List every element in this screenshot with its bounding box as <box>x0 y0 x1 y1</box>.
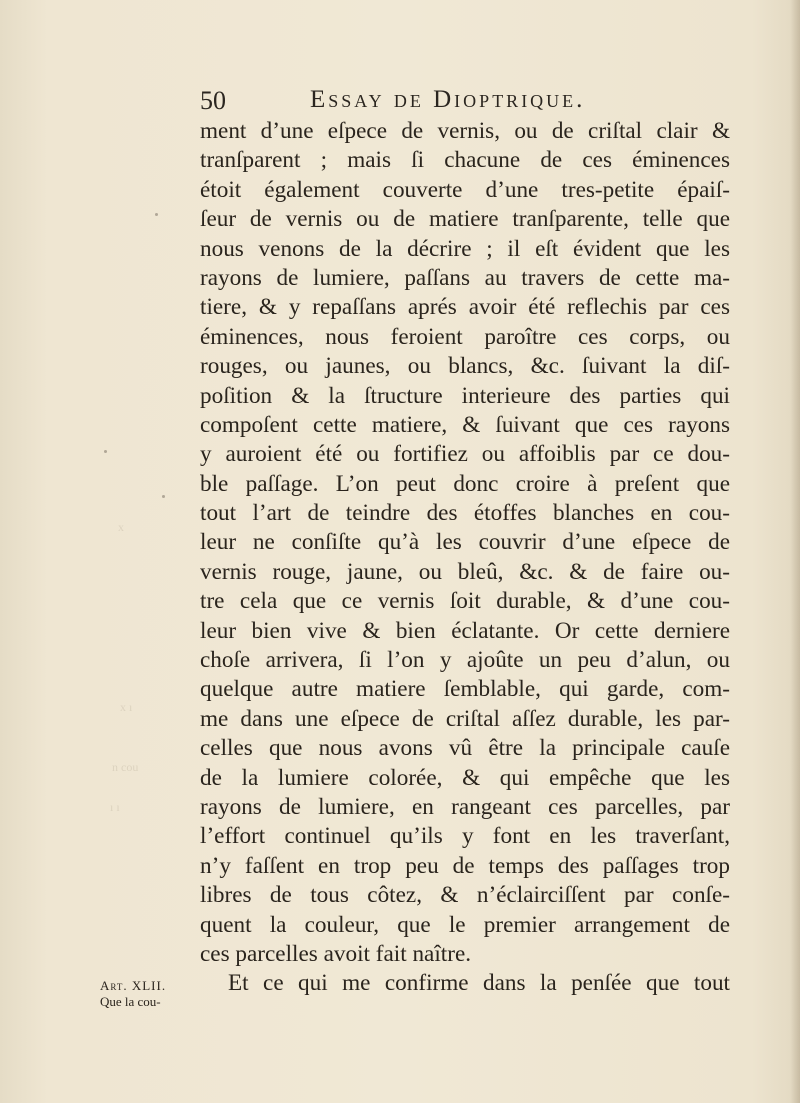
text-line: ces parcelles avoit fait naître. <box>200 940 472 967</box>
text-line: de la lumiere colorée, & qui empêche que les <box>200 764 730 791</box>
paper-speck <box>155 213 158 216</box>
bleed-through-mark: x <box>118 520 124 534</box>
margin-note-text: Que la cou- <box>100 994 161 1009</box>
paper-speck <box>104 450 107 453</box>
text-line: y auroient été ou fortifiez ou affoiblis par ce dou- <box>200 441 730 468</box>
bleed-through-mark: ı ı <box>110 800 120 814</box>
text-line: quelque autre matiere ſemblable, qui garde, com- <box>200 676 730 703</box>
text-line: quent la couleur, que le premier arrangement de <box>200 911 730 938</box>
page-number: 50 <box>200 86 226 115</box>
text-line: ſeur de vernis ou de matiere tranſparente, telle que <box>200 206 730 233</box>
article-number: Art. XLII. <box>100 978 167 993</box>
text-line: rouges, ou jaunes, ou blancs, &c. ſuivant la diſ- <box>200 353 730 380</box>
bleed-through-mark: x ı <box>120 700 133 714</box>
text-line: leur bien vive & bien éclatante. Or cette derniere <box>200 617 730 644</box>
text-line: rayons de lumiere, en rangeant ces parcelles, par <box>200 793 730 820</box>
text-line: ble paſſage. L’on peut donc croire à preſent que <box>200 470 730 497</box>
text-line: Et ce qui me confirme dans la penſée que tout <box>228 970 730 997</box>
running-title: Essay de Dioptrique. <box>310 86 586 113</box>
text-line: nous venons de la décrire ; il eſt évident que les <box>200 235 730 262</box>
text-line: leur ne conſiſte qu’à les couvrir d’une eſpece de <box>200 529 730 556</box>
text-line: ment d’une eſpece de vernis, ou de criſtal clair & <box>200 118 730 144</box>
page-edge-shadow <box>790 0 800 1103</box>
text-line: poſition & la ſtructure interieure des parties qui <box>200 382 730 409</box>
text-line: vernis rouge, jaune, ou bleû, &c. & de faire ou- <box>200 558 730 585</box>
text-line: libres de tous côtez, & n’éclairciſſent par conſe- <box>200 882 730 909</box>
text-line: tout l’art de teindre des étoffes blanches en cou- <box>200 500 730 527</box>
text-line: choſe arrivera, ſi l’on y ajoûte un peu d’alun, ou <box>200 647 730 674</box>
text-line: n’y faſſent en trop peu de temps des paſſages trop <box>200 852 730 879</box>
text-line: tre cela que ce vernis ſoit durable, & d’une cou- <box>200 588 730 615</box>
margin-note <box>100 978 166 1010</box>
page-header <box>200 86 640 116</box>
paper-speck <box>162 495 165 498</box>
text-line: me dans une eſpece de criſtal aſſez durable, les par- <box>200 705 730 732</box>
text-line: tranſparent ; mais ſi chacune de ces éminences <box>200 147 730 174</box>
bleed-through-mark: n cou <box>112 760 139 774</box>
text-line: rayons de lumiere, paſſans au travers de cette ma- <box>200 264 730 291</box>
text-line: étoit également couverte d’une tres-petite épaiſ- <box>200 176 730 203</box>
text-line: l’effort continuel qu’ils y font en les traverſant, <box>200 823 730 850</box>
body-text <box>200 117 730 999</box>
text-line: compoſent cette matiere, & ſuivant que ces rayons <box>200 411 730 438</box>
text-line: celles que nous avons vû être la principale cauſe <box>200 735 730 762</box>
text-line: tiere, & y repaſſans aprés avoir été reflechis par ces <box>200 294 730 321</box>
text-line: éminences, nous feroient paroître ces corps, ou <box>200 323 730 350</box>
